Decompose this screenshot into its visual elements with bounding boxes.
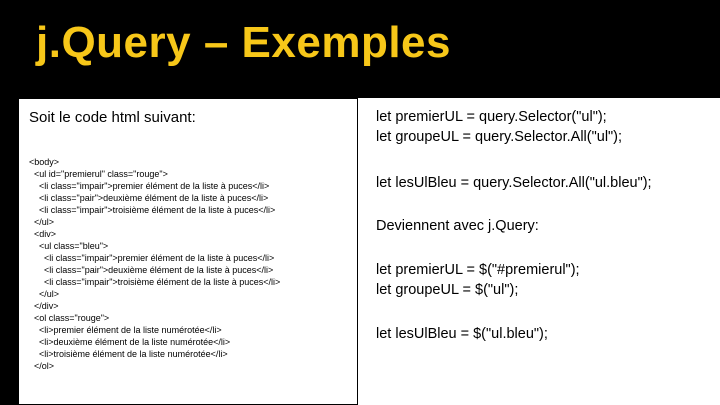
code-line: <li class="impair">premier élément de la liste à puces</li> bbox=[29, 181, 270, 191]
code-line: <ul class="bleu"> bbox=[29, 241, 109, 251]
code-panel bbox=[18, 98, 358, 405]
title-bar bbox=[0, 0, 720, 90]
code-line: </ul> bbox=[29, 289, 60, 299]
code-line: <li>troisième élément de la liste numérotée</li> bbox=[29, 349, 228, 359]
code-line: <li class="impair">troisième élément de la liste à puces</li> bbox=[29, 277, 281, 287]
code-heading: Soit le code html suivant: bbox=[29, 109, 196, 126]
code-line: <li>deuxième élément de la liste numérotée</li> bbox=[29, 337, 231, 347]
code-line: <li class="pair">deuxième élément de la liste à puces</li> bbox=[29, 193, 269, 203]
code-line: <li class="impair">premier élément de la liste à puces</li> bbox=[29, 253, 275, 263]
code-line: <ol class="rouge"> bbox=[29, 313, 110, 323]
slide-content bbox=[18, 98, 720, 405]
code-line: <li class="impair">troisième élément de la liste à puces</li> bbox=[29, 205, 276, 215]
code-line: <div> bbox=[29, 229, 57, 239]
code-line: <ul id="premierul" class="rouge"> bbox=[29, 169, 168, 179]
code-line: <li>premier élément de la liste numérotée</li> bbox=[29, 325, 222, 335]
code-block bbox=[29, 156, 354, 372]
code-line: </div> bbox=[29, 301, 59, 311]
example-line: let lesUlBleu = query.Selector.All("ul.bleu"); bbox=[376, 175, 652, 191]
code-line: </ul> bbox=[29, 217, 55, 227]
example-line: let groupeUL = query.Selector.All("ul"); bbox=[376, 129, 623, 145]
slide-title: j.Query – Exemples bbox=[36, 18, 451, 67]
examples-panel bbox=[376, 98, 716, 405]
code-line: <body> bbox=[29, 157, 60, 167]
code-line: </ol> bbox=[29, 361, 55, 371]
example-line: let premierUL = query.Selector("ul"); bbox=[376, 109, 607, 125]
transition-text: Deviennent avec j.Query: bbox=[376, 218, 539, 234]
example-line: let groupeUL = $("ul"); bbox=[376, 282, 519, 298]
code-line: <li class="pair">deuxième élément de la liste à puces</li> bbox=[29, 265, 274, 275]
example-line: let lesUlBleu = $("ul.bleu"); bbox=[376, 326, 548, 342]
example-line: let premierUL = $("#premierul"); bbox=[376, 262, 580, 278]
